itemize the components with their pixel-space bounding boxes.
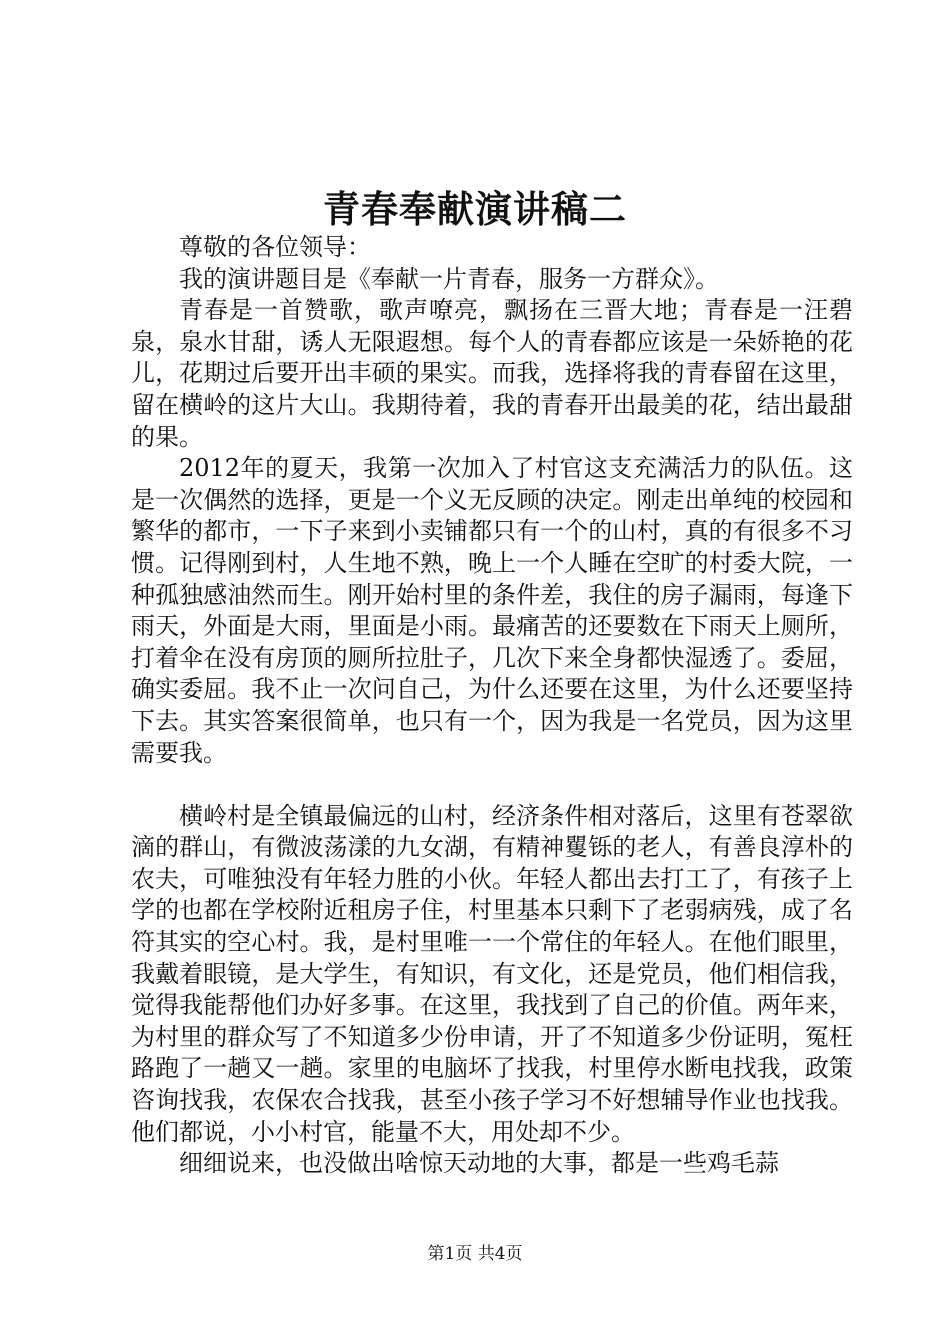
paragraph-hengling-village: 横岭村是全镇最偏远的山村，经济条件相对落后，这里有苍翠欲滴的群山，有微波荡漾的九女湖，有精神矍铄的老人，有善良淳朴的农夫，可唯独没有年轻力胜的小伙。年轻人都出去打工了，有孩子上学的也都在学校附近租房子住，村里基本只剩下了老弱病残，成了名符其实的空心村。我，是村里唯一一个常住的年轻人。在他们眼里，我戴着眼镜，是大学生，有知识，有文化，还是党员，他们相信我，觉得我能帮他们办好多事。在这里，我找到了自己的价值。两年来，为村里的群众写了不知道多少份申请，开了不知道多少份证明，冤枉路跑了一趟又一趟。家里的电脑坏了找我，村里停水断电找我，政策咨询找我，农保农合找我，甚至小孩子学习不好想辅导作业也找我。他们都说，小小村官，能量不大，用处却不少。 bbox=[131, 801, 853, 1146]
paragraph-2012: 2012年的夏天，我第一次加入了村官这支充满活力的队伍。这是一次偶然的选择，更是一个义无反顾的决定。刚走出单纯的校园和繁华的都市，一下子来到小卖铺都只有一个的山村，真的有很多不习惯。记得刚到村，人生地不熟，晚上一个人睡在空旷的村委大院，一种孤独感油然而生。刚开始村里的条件差，我住的房子漏雨，每逢下雨天，外面是大雨，里面是小雨。最痛苦的还要数在下雨天上厕所，打着伞在没有房顶的厕所拉肚子，几次下来全身都快湿透了。委屈，确实委屈。我不止一次问自己，为什么还要在这里，为什么还要坚持下去。其实答案很简单，也只有一个，因为我是一名党员，因为这里需要我。 bbox=[131, 454, 853, 767]
paragraph-topic: 我的演讲题目是《奉献一片青春，服务一方群众》。 bbox=[179, 264, 719, 293]
paragraph-details: 细细说来，也没做出啥惊天动地的大事，都是一些鸡毛蒜 bbox=[179, 1149, 779, 1178]
page-footer: 第1页 共4页 bbox=[427, 1244, 523, 1264]
paragraph-youth: 青春是一首赞歌，歌声嘹亮，飘扬在三晋大地；青春是一汪碧泉，泉水甘甜，诱人无限遐想。每个人的青春都应该是一朵娇艳的花儿，花期过后要开出丰硕的果实。而我，选择将我的青春留在这里，留在横岭的这片大山。我期待着，我的青春开出最美的花，结出最甜的果。 bbox=[131, 296, 853, 451]
document-body bbox=[131, 232, 853, 1180]
paragraph-salutation: 尊敬的各位领导： bbox=[179, 233, 371, 261]
document-title: 青春奉献演讲稿二 bbox=[323, 187, 627, 231]
